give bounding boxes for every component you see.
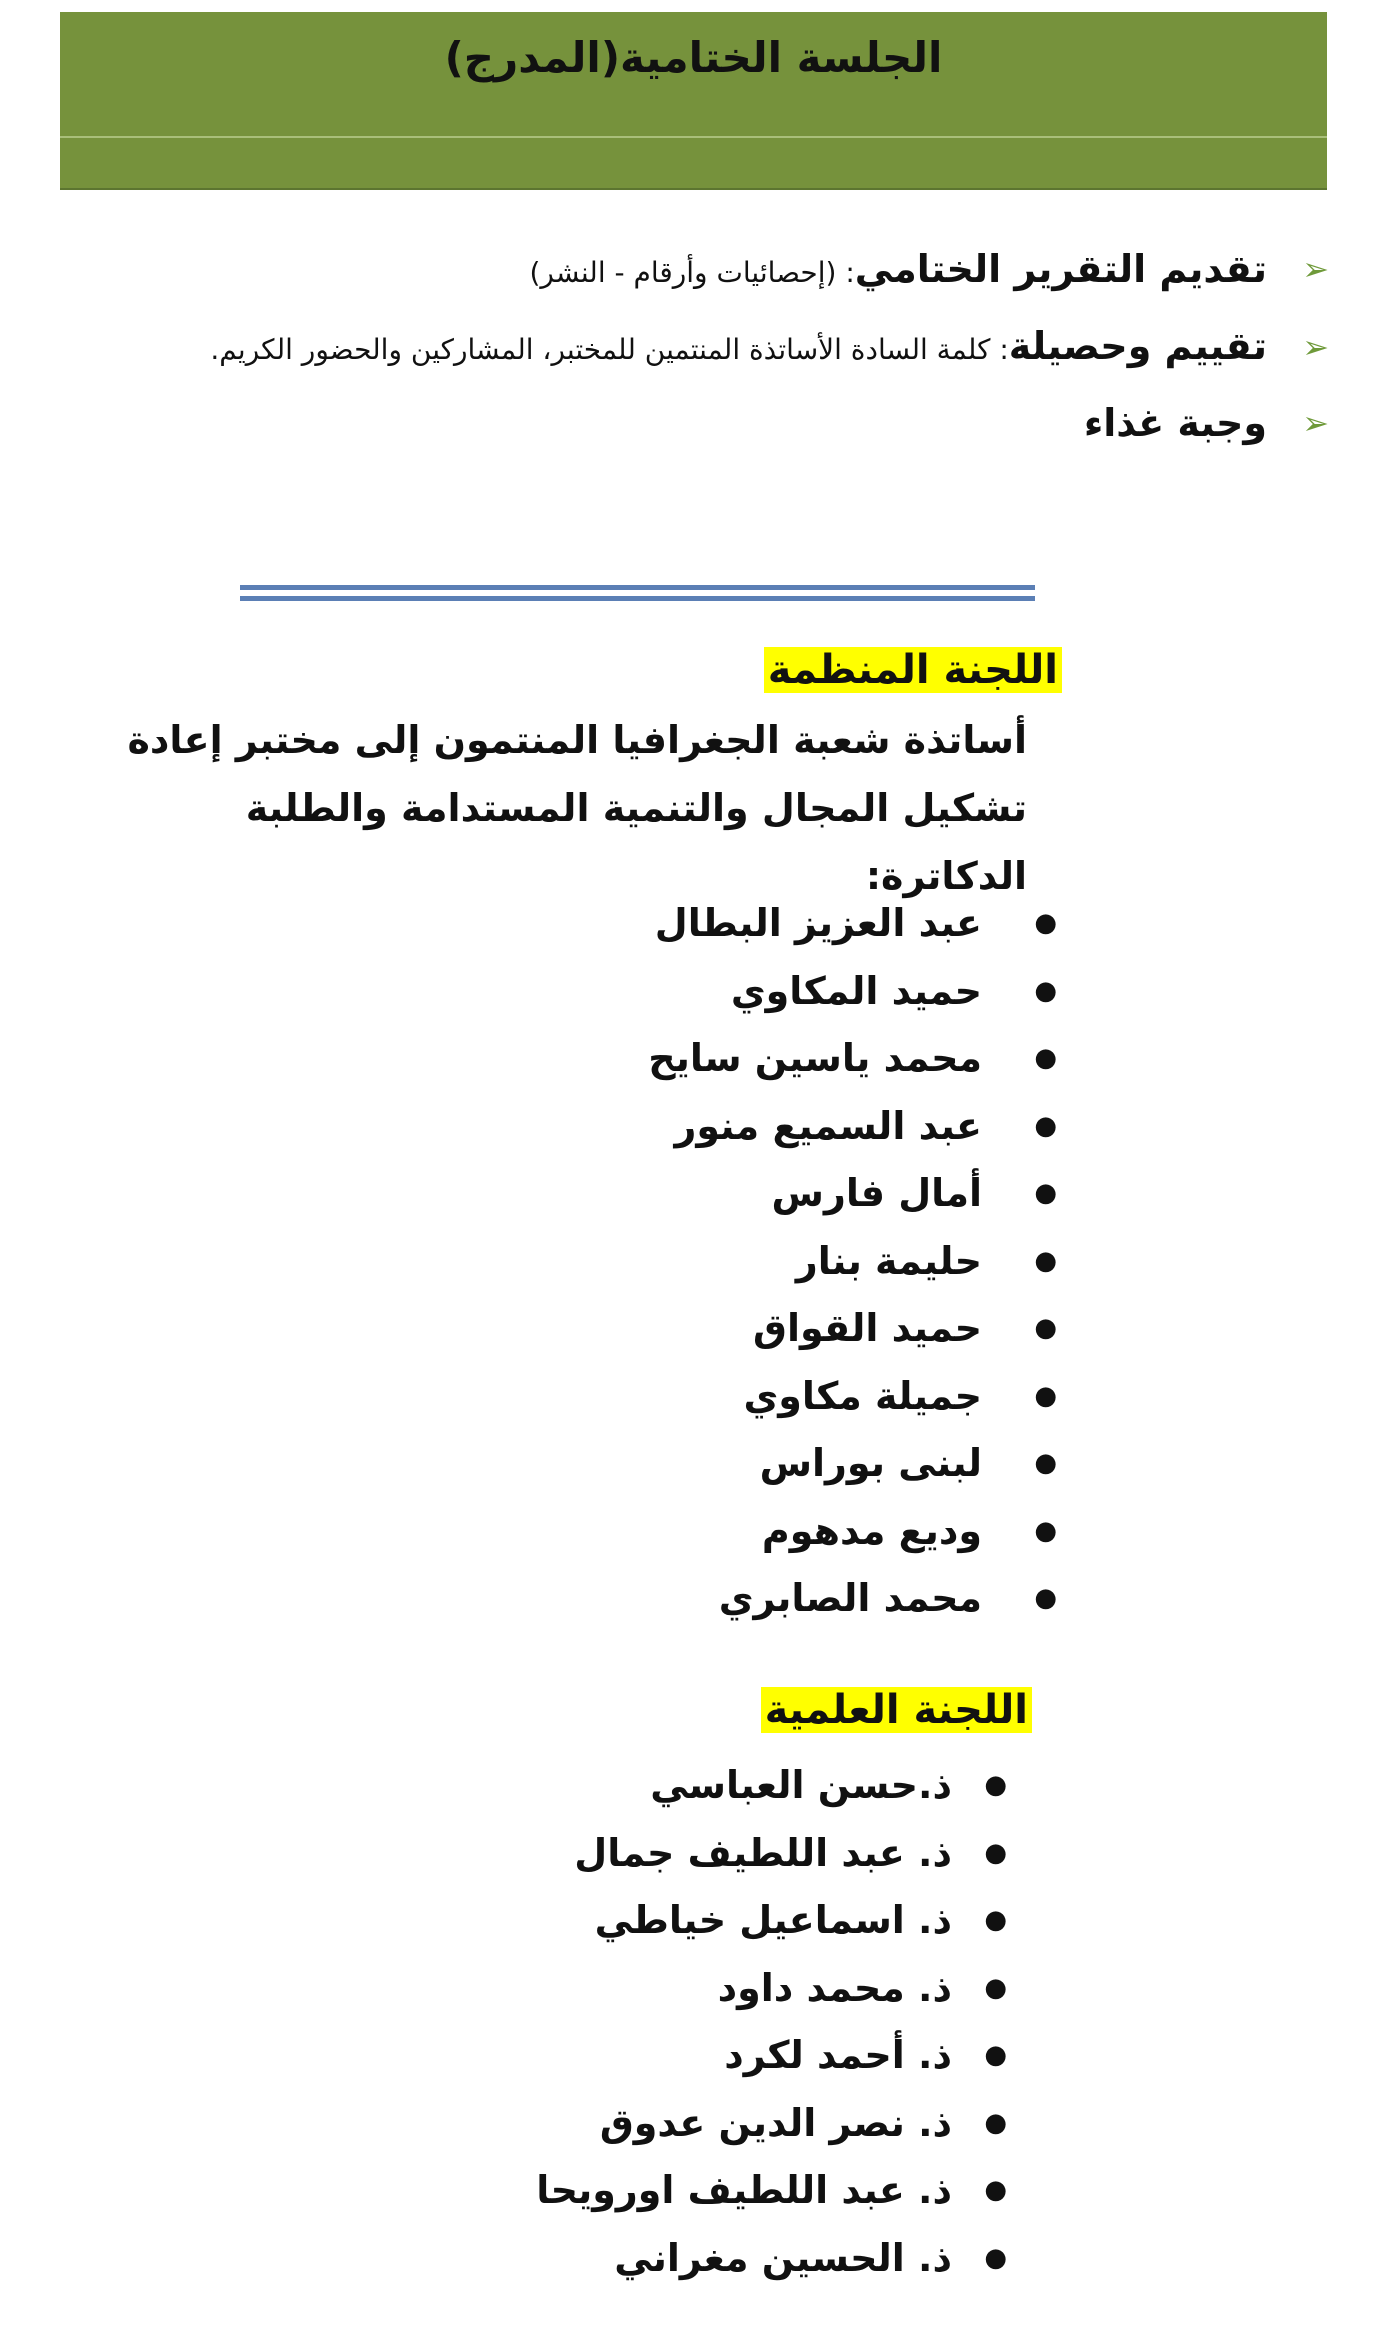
member-name: ذ. اسماعيل خياطي	[594, 1898, 952, 1942]
agenda-item-detail: : (إحصائيات وأرقام - النشر)	[529, 256, 855, 289]
member-name: ذ. عبد اللطيف جمال	[574, 1830, 952, 1875]
member-name: جميلة مكاوي	[743, 1373, 982, 1418]
member-name: ذ. أحمد لكرد	[724, 2033, 952, 2077]
list-item	[648, 890, 1057, 958]
agenda-item-title: وجبة غذاء	[1083, 401, 1267, 445]
member-name: ذ. عبد اللطيف اورويحا	[536, 2168, 952, 2212]
highlighted-heading: اللجنة المنظمة	[764, 647, 1062, 693]
agenda-list	[67, 232, 1337, 464]
agenda-item-detail: : كلمة السادة الأساتذة المنتمين للمختبر، المشاركين والحضور الكريم.	[210, 333, 1009, 366]
member-name: أمال فارس	[771, 1171, 982, 1215]
bullet-dot-icon: ●	[1034, 1245, 1057, 1276]
member-name: حميد المكاوي	[730, 968, 982, 1013]
organizing-committee-title	[764, 640, 1062, 700]
bullet-dot-icon: ●	[1034, 908, 1057, 938]
agenda-item	[67, 232, 1337, 310]
list-item	[536, 2090, 1007, 2158]
bullet-dot-icon: ●	[984, 2242, 1007, 2273]
bullet-dot-icon: ●	[984, 1905, 1007, 1935]
bullet-dot-icon: ●	[984, 2107, 1007, 2138]
bullet-dot-icon: ●	[984, 1837, 1007, 1868]
member-name: حليمة بنار	[795, 1238, 982, 1283]
list-item	[536, 1887, 1007, 1955]
list-item	[536, 1955, 1007, 2023]
member-name: محمد الصابري	[718, 1576, 982, 1620]
scientific-committee-title	[761, 1680, 1032, 1740]
bullet-dot-icon: ●	[1034, 1515, 1057, 1546]
bullet-dot-icon: ●	[984, 2040, 1007, 2070]
list-item	[648, 1498, 1057, 1566]
bullet-dot-icon: ●	[1034, 1313, 1057, 1343]
agenda-item-title: تقديم التقرير الختامي	[854, 247, 1267, 291]
bullet-dot-icon: ●	[1034, 1178, 1057, 1208]
bullet-dot-icon: ●	[1034, 1583, 1057, 1613]
divider-line	[240, 585, 1035, 590]
organizing-committee-intro: أساتذة شعبة الجغرافيا المنتمون إلى مختبر إعادة تشكيل المجال والتنمية المستدامة والطلبة الدكاترة:	[127, 718, 1027, 898]
list-item	[648, 1295, 1057, 1363]
bullet-dot-icon: ●	[984, 2175, 1007, 2205]
bullet-dot-icon: ●	[1034, 1043, 1057, 1073]
list-item	[648, 958, 1057, 1026]
member-name: وديع مدهوم	[761, 1508, 982, 1553]
agenda-item	[67, 386, 1337, 464]
list-item	[648, 1093, 1057, 1161]
arrowhead-icon: ➢	[1302, 404, 1329, 442]
list-item	[648, 1363, 1057, 1431]
session-title: الجلسة الختامية(المدرج)	[444, 33, 943, 82]
member-name: حميد القواق	[752, 1306, 982, 1350]
divider-line	[240, 596, 1035, 601]
organizing-committee-list	[648, 890, 1057, 1633]
member-name: ذ. محمد داود	[717, 1965, 952, 2010]
list-item	[536, 2157, 1007, 2225]
member-name: ذ.حسن العباسي	[650, 1763, 952, 1807]
list-item	[648, 1025, 1057, 1093]
bullet-dot-icon: ●	[984, 1770, 1007, 1800]
member-name: لبنى بوراس	[759, 1441, 982, 1485]
agenda-item-title: تقييم وحصيلة	[1008, 324, 1267, 368]
bullet-dot-icon: ●	[1034, 975, 1057, 1006]
arrowhead-icon: ➢	[1302, 250, 1329, 288]
bullet-dot-icon: ●	[1034, 1380, 1057, 1411]
list-item	[648, 1430, 1057, 1498]
member-name: محمد ياسين سايح	[648, 1036, 982, 1080]
list-item	[648, 1565, 1057, 1633]
header-divider	[60, 136, 1327, 138]
member-name: عبد السميع منور	[674, 1103, 982, 1148]
arrowhead-icon: ➢	[1302, 328, 1329, 366]
list-item	[536, 1752, 1007, 1820]
member-name: عبد العزيز البطال	[654, 901, 982, 945]
member-name: ذ. الحسين مغراني	[614, 2235, 952, 2280]
scientific-committee-list	[536, 1752, 1007, 2292]
list-item	[536, 1820, 1007, 1888]
bullet-dot-icon: ●	[1034, 1448, 1057, 1478]
highlighted-heading: اللجنة العلمية	[761, 1687, 1032, 1733]
bullet-dot-icon: ●	[1034, 1110, 1057, 1141]
section-divider	[240, 585, 1035, 605]
list-item	[648, 1228, 1057, 1296]
member-name: ذ. نصر الدين عدوق	[599, 2100, 952, 2145]
agenda-item	[67, 310, 1337, 386]
bullet-dot-icon: ●	[984, 1972, 1007, 2003]
session-header	[60, 12, 1327, 190]
list-item	[536, 2022, 1007, 2090]
list-item	[536, 2225, 1007, 2293]
list-item	[648, 1160, 1057, 1228]
